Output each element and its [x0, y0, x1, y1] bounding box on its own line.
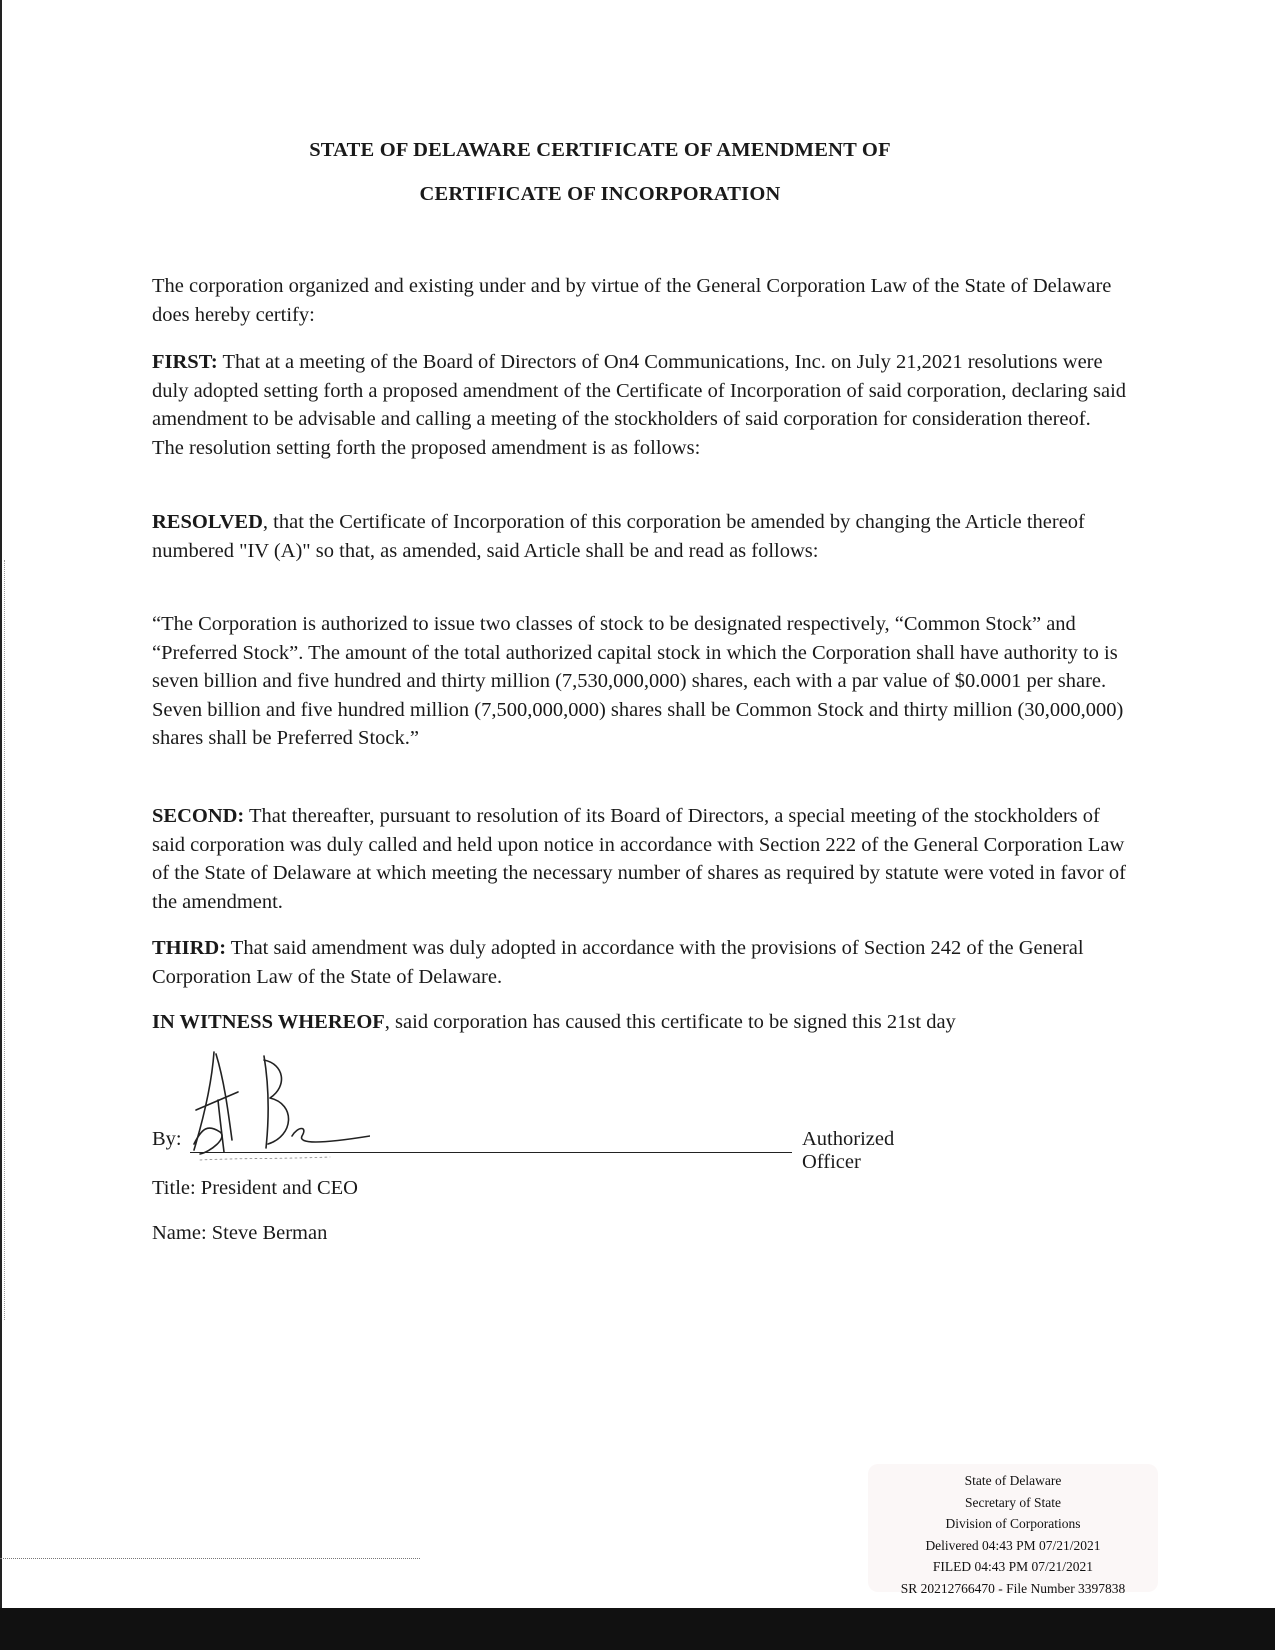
- second-paragraph: [152, 802, 1127, 916]
- intro-paragraph: The corporation organized and existing under and by virtue of the General Corporation Law of the State of Delaware does hereby certify:: [152, 275, 1112, 326]
- amended-article-quote: “The Corporation is authorized to issue two classes of stock to be designated respectively, “Common Stock” and “Preferred Stock”. The amount of the total authorized capital stock in which the Corporation shall have authority to is seven billion and five hundred and thirty million (7,530,000,000) shares, each with a par value of $0.0001 per share. Seven billion and five hundred million (7,500,000,000) shares shall be Common Stock and thirty million (30,000,000) shares shall be Preferred Stock.”: [152, 613, 1124, 749]
- second-text: That thereafter, pursuant to resolution of its Board of Directors, a special meeting of the stockholders of said corporation was duly called and held upon notice in accordance with Section 222 of the General Corporation Law of the State of Delaware at which meeting the necessary number of shares as required by statute were voted in favor of the amendment.: [152, 805, 1126, 913]
- stamp-line-file-number: SR 20212766470 - File Number 3397838: [900, 1580, 1126, 1596]
- signer-name: Name: Steve Berman: [152, 1222, 328, 1244]
- authorized-officer-label: Authorized Officer: [802, 1128, 895, 1173]
- stamp-line-delivered: Delivered 04:43 PM 07/21/2021: [925, 1537, 1101, 1553]
- by-label: By:: [152, 1128, 182, 1150]
- resolved-text: , that the Certificate of Incorporation of this corporation be amended by changing the Article thereof numbered "IV (A)" so that, as amended, said Article shall be and read as follows:: [152, 511, 1085, 562]
- resolved-paragraph: [152, 508, 1127, 565]
- stamp-line-state: State of Delaware: [964, 1473, 1062, 1488]
- filing-stamp: [868, 1464, 1158, 1596]
- signature-line: [190, 1152, 792, 1153]
- scan-left-edge: [0, 0, 2, 1650]
- witness-label: IN WITNESS WHEREOF: [152, 1011, 385, 1033]
- signer-title: Title: President and CEO: [152, 1177, 358, 1199]
- scan-bottom-dots: [0, 1558, 420, 1559]
- stamp-line-division: Division of Corporations: [945, 1516, 1081, 1531]
- witness-paragraph: [152, 1008, 1127, 1037]
- resolved-label: RESOLVED: [152, 511, 263, 533]
- third-label: THIRD:: [152, 937, 227, 959]
- third-text: That said amendment was duly adopted in accordance with the provisions of Section 242 of the General Corporation Law of the State of Delaware.: [152, 937, 1084, 988]
- first-paragraph: [152, 348, 1127, 462]
- first-label: FIRST:: [152, 351, 218, 373]
- scan-bottom-bar: [0, 1608, 1275, 1650]
- third-paragraph: [152, 934, 1127, 991]
- witness-text: , said corporation has caused this certificate to be signed this 21st day: [384, 1011, 956, 1033]
- stamp-line-filed: FILED 04:43 PM 07/21/2021: [932, 1559, 1094, 1574]
- signature-row: [152, 1124, 895, 1173]
- first-text: That at a meeting of the Board of Directors of On4 Communications, Inc. on July 21,2021 resolutions were duly adopted setting forth a proposed amendment of the Certificate of Incorporation of said corporation, declaring said amendment to be advisable and calling a meeting of the stockholders of said corporation for consideration thereof. The resolution setting forth the proposed amendment is as follows:: [152, 351, 1127, 459]
- document-title-line2: CERTIFICATE OF INCORPORATION: [419, 183, 781, 205]
- second-label: SECOND:: [152, 805, 245, 827]
- stamp-line-secretary: Secretary of State: [965, 1494, 1061, 1510]
- document-title-line1: STATE OF DELAWARE CERTIFICATE OF AMENDMENT OF: [309, 139, 891, 161]
- scan-left-dots: [4, 560, 5, 1320]
